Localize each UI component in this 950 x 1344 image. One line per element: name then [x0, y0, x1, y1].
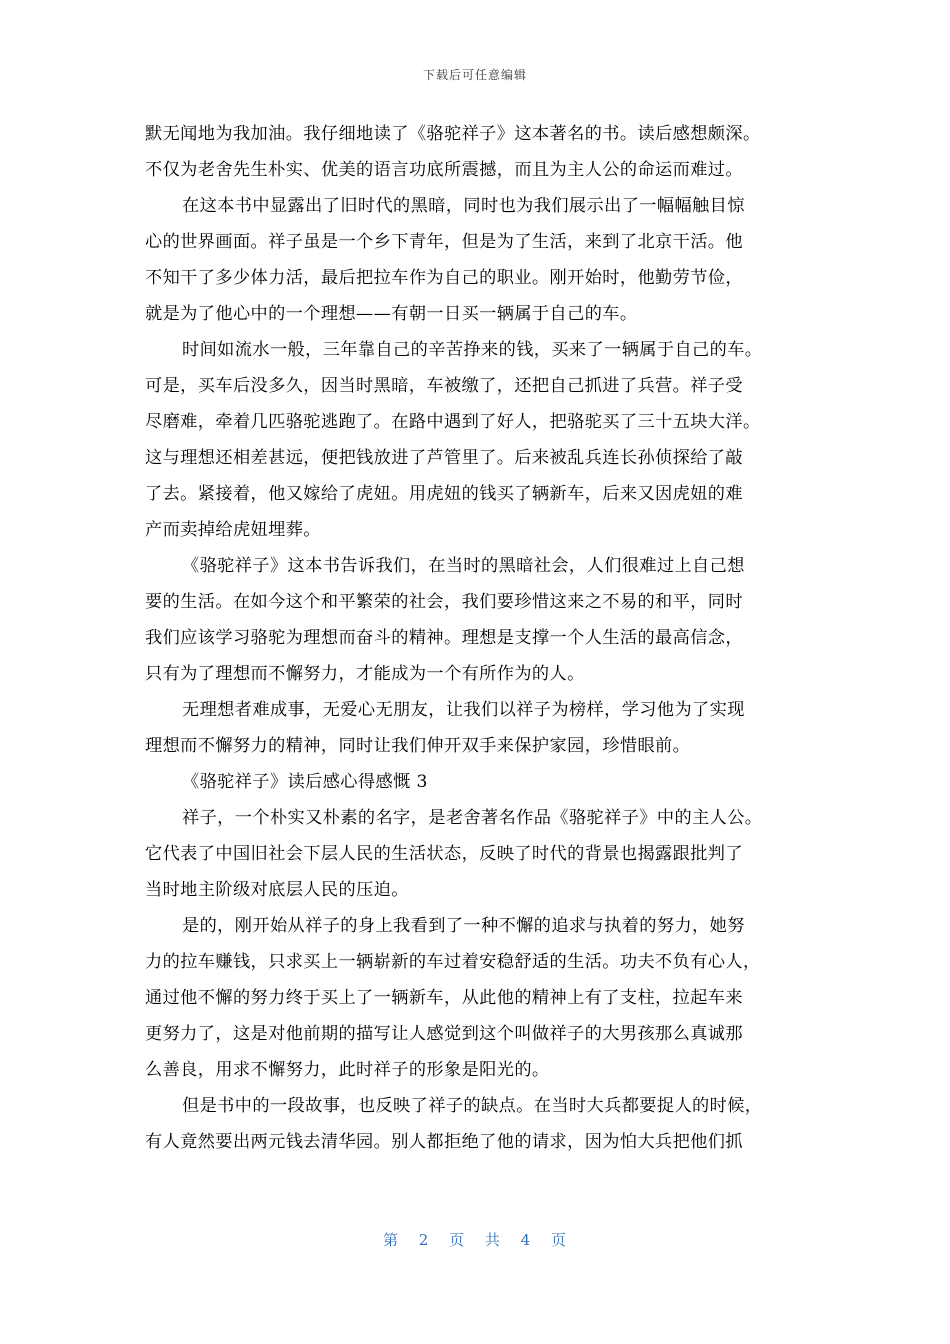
text-line: 理想而不懈努力的精神，同时让我们伸开双手来保护家园，珍惜眼前。 — [145, 736, 691, 756]
text-line: 通过他不懈的努力终于买上了一辆新车，从此他的精神上有了支柱，拉起车来 — [145, 988, 743, 1008]
text-line: 有人竟然要出两元钱去清华园。别人都拒绝了他的请求，因为怕大兵把他们抓 — [145, 1132, 743, 1152]
text-line: 力的拉车赚钱，只求买上一辆崭新的车过着安稳舒适的生活。功夫不负有心人， — [145, 952, 761, 972]
text-line: 这与理想还相差甚远，便把钱放进了芦管里了。后来被乱兵连长孙侦探给了敲 — [145, 448, 743, 468]
text-line: 心的世界画面。祥子虽是一个乡下青年，但是为了生活，来到了北京干活。他 — [145, 232, 743, 252]
text-line: 要的生活。在如今这个和平繁荣的社会，我们要珍惜这来之不易的和平，同时 — [145, 592, 743, 612]
text-line: 就是为了他心中的一个理想——有朝一日买一辆属于自己的车。 — [145, 304, 638, 324]
text-line: 不仅为老舍先生朴实、优美的语言功底所震撼，而且为主人公的命运而难过。 — [145, 160, 743, 180]
text-line: 无理想者难成事，无爱心无朋友，让我们以祥子为榜样，学习他为了实现 — [182, 700, 745, 720]
document-body — [145, 116, 805, 1160]
text-line: 当时地主阶级对底层人民的压迫。 — [145, 880, 409, 900]
text-line: 么善良，用求不懈努力，此时祥子的形象是阳光的。 — [145, 1060, 550, 1080]
text-line: 时间如流水一般，三年靠自己的辛苦挣来的钱，买来了一辆属于自己的车。 — [182, 340, 763, 360]
text-line: 可是，买车后没多久，因当时黑暗，车被缴了，还把自己抓进了兵营。祥子受 — [145, 376, 743, 396]
text-line: 祥子，一个朴实又朴素的名字，是老舍著名作品《骆驼祥子》中的主人公。 — [182, 808, 763, 828]
text-line: 默无闻地为我加油。我仔细地读了《骆驼祥子》这本著名的书。读后感想颇深。 — [145, 124, 761, 144]
text-line: 产而卖掉给虎妞埋葬。 — [145, 520, 321, 540]
text-line: 我们应该学习骆驼为理想而奋斗的精神。理想是支撑一个人生活的最高信念， — [145, 628, 743, 648]
page-number: 第 2 页 共 4 页 — [383, 1231, 567, 1249]
text-line: 是的，刚开始从祥子的身上我看到了一种不懈的追求与执着的努力，她努 — [182, 916, 745, 936]
text-line: 尽磨难，牵着几匹骆驼逃跑了。在路中遇到了好人，把骆驼买了三十五块大洋。 — [145, 412, 761, 432]
page-header-note: 下载后可任意编辑 — [422, 68, 527, 82]
text-line: 只有为了理想而不懈努力，才能成为一个有所作为的人。 — [145, 664, 585, 684]
section-heading: 《骆驼祥子》读后感心得感慨 3 — [182, 772, 428, 792]
text-line: 在这本书中显露出了旧时代的黑暗，同时也为我们展示出了一幅幅触目惊 — [182, 196, 745, 216]
text-line: 更努力了，这是对他前期的描写让人感觉到这个叫做祥子的大男孩那么真诚那 — [145, 1024, 743, 1044]
text-line: 但是书中的一段故事，也反映了祥子的缺点。在当时大兵都要捉人的时候， — [182, 1096, 763, 1116]
text-line: 了去。紧接着，他又嫁给了虎妞。用虎妞的钱买了辆新车，后来又因虎妞的难 — [145, 484, 743, 504]
text-line: 不知干了多少体力活，最后把拉车作为自己的职业。刚开始时，他勤劳节俭， — [145, 268, 743, 288]
text-line: 《骆驼祥子》这本书告诉我们，在当时的黑暗社会，人们很难过上自己想 — [182, 556, 745, 576]
text-line: 它代表了中国旧社会下层人民的生活状态，反映了时代的背景也揭露跟批判了 — [145, 844, 743, 864]
